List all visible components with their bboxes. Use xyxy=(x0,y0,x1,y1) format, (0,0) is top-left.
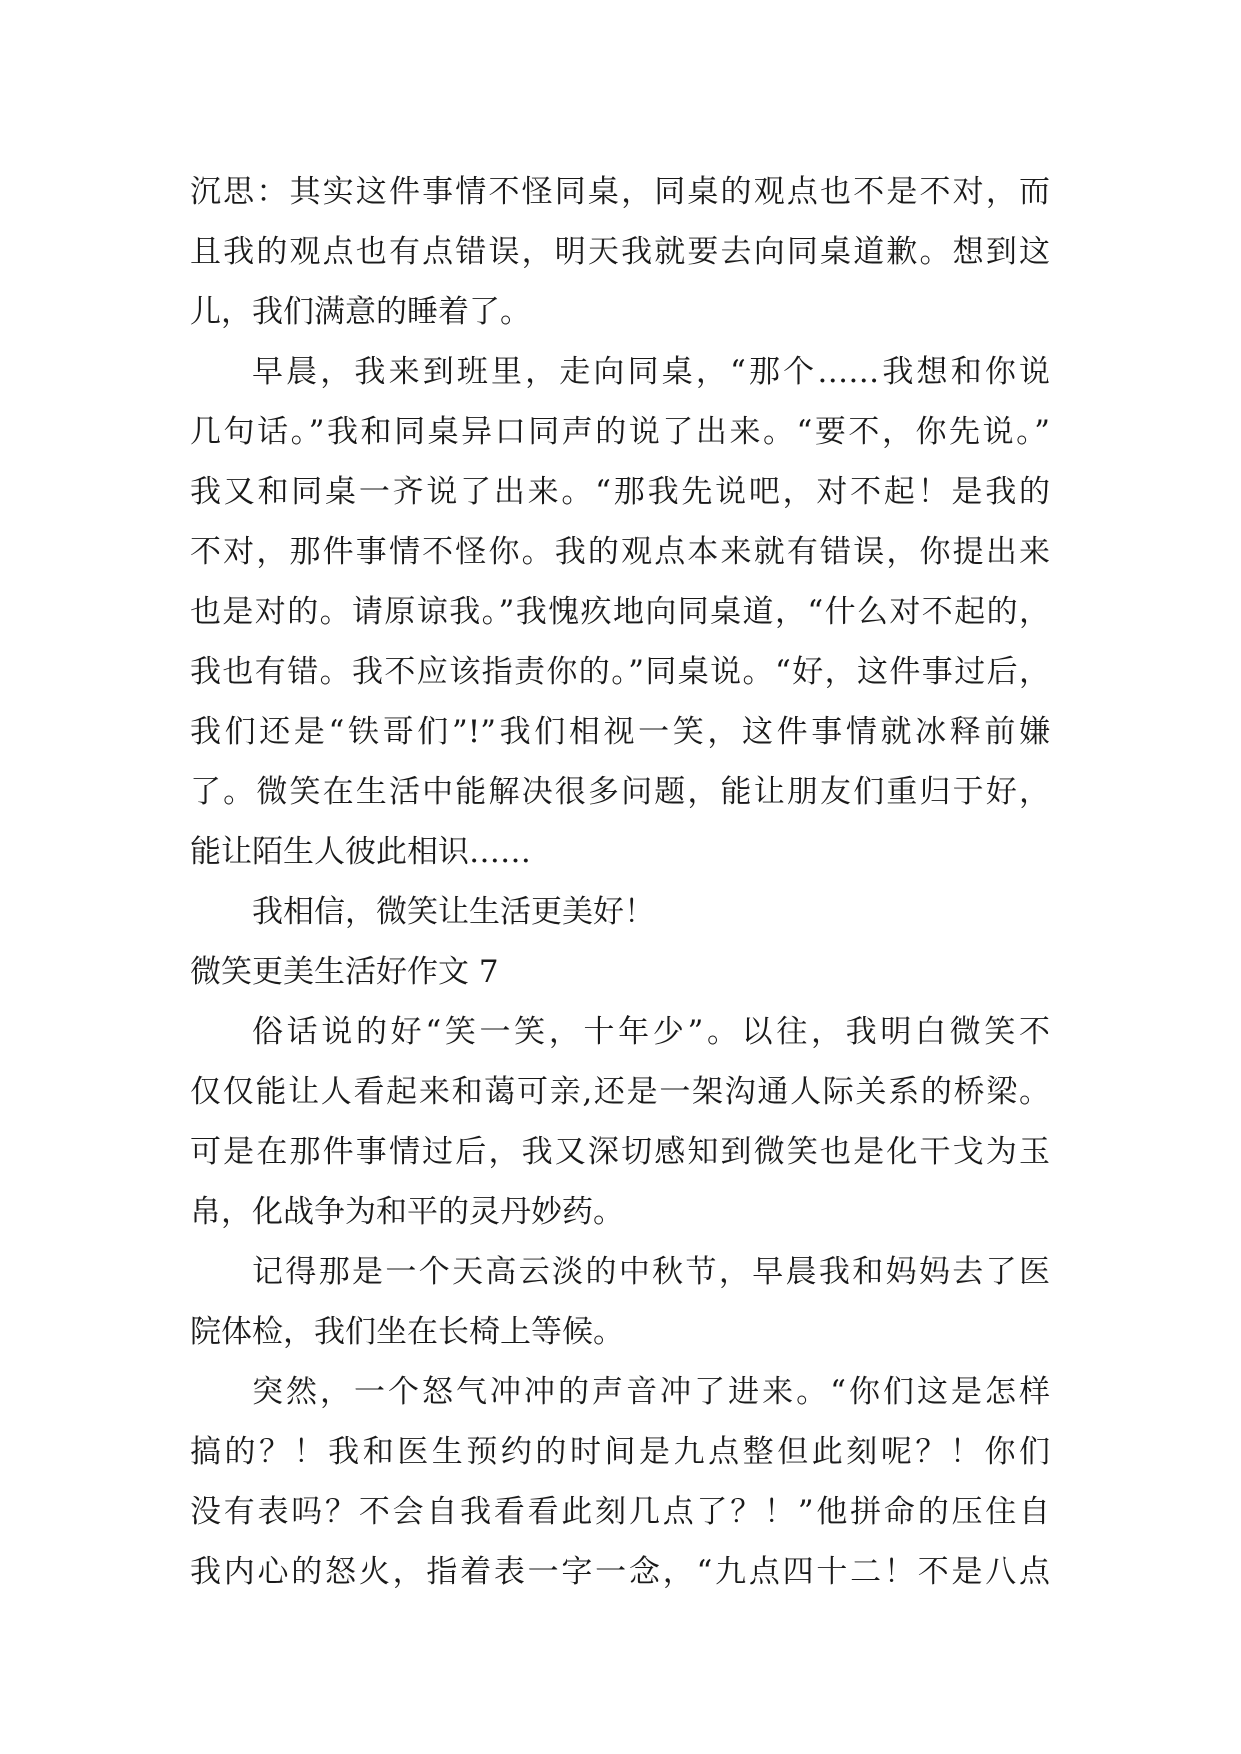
text-line: 突然，一个怒气冲冲的声音冲了进来。“你们这是怎样 xyxy=(252,1374,1050,1410)
text-line: 能让陌生人彼此相识…… xyxy=(190,834,531,870)
text-line: 早晨，我来到班里，走向同桌，“那个……我想和你说 xyxy=(252,354,1050,390)
text-line: 我们还是“铁哥们”!”我们相视一笑，这件事情就冰释前嫌 xyxy=(190,714,1050,750)
text-line: 了。微笑在生活中能解决很多问题，能让朋友们重归于好， xyxy=(190,774,1050,810)
text-line: 仅仅能让人看起来和蔼可亲,还是一架沟通人际关系的桥梁。 xyxy=(190,1074,1050,1110)
text-line: 几句话。”我和同桌异口同声的说了出来。“要不，你先说。” xyxy=(190,414,1050,450)
text-line: 院体检，我们坐在长椅上等候。 xyxy=(190,1314,624,1350)
text-line: 不对，那件事情不怪你。我的观点本来就有错误，你提出来 xyxy=(190,534,1050,570)
text-line: 沉思：其实这件事情不怪同桌，同桌的观点也不是不对，而 xyxy=(190,174,1050,210)
section-heading: 微笑更美生活好作文 7 xyxy=(190,954,499,990)
text-line: 可是在那件事情过后，我又深切感知到微笑也是化干戈为玉 xyxy=(190,1134,1050,1170)
text-line: 儿，我们满意的睡着了。 xyxy=(190,294,531,330)
text-line: 俗话说的好“笑一笑，十年少”。以往，我明白微笑不 xyxy=(252,1014,1050,1050)
text-line: 搞的？！我和医生预约的时间是九点整但此刻呢？！你们 xyxy=(190,1434,1050,1470)
text-line: 且我的观点也有点错误，明天我就要去向同桌道歉。想到这 xyxy=(190,234,1050,270)
text-line: 也是对的。请原谅我。”我愧疚地向同桌道，“什么对不起的， xyxy=(190,594,1050,630)
text-line: 我内心的怒火，指着表一字一念，“九点四十二！不是八点 xyxy=(190,1554,1050,1590)
text-line: 我也有错。我不应该指责你的。”同桌说。“好，这件事过后， xyxy=(190,654,1050,690)
text-line: 没有表吗？不会自我看看此刻几点了？！”他拼命的压住自 xyxy=(190,1494,1050,1530)
text-line: 记得那是一个天高云淡的中秋节，早晨我和妈妈去了医 xyxy=(252,1254,1050,1290)
text-line: 帛，化战争为和平的灵丹妙药。 xyxy=(190,1194,624,1230)
text-line: 我相信，微笑让生活更美好！ xyxy=(252,894,655,930)
document-page xyxy=(190,162,1050,1602)
text-line: 我又和同桌一齐说了出来。“那我先说吧，对不起！是我的 xyxy=(190,474,1050,510)
